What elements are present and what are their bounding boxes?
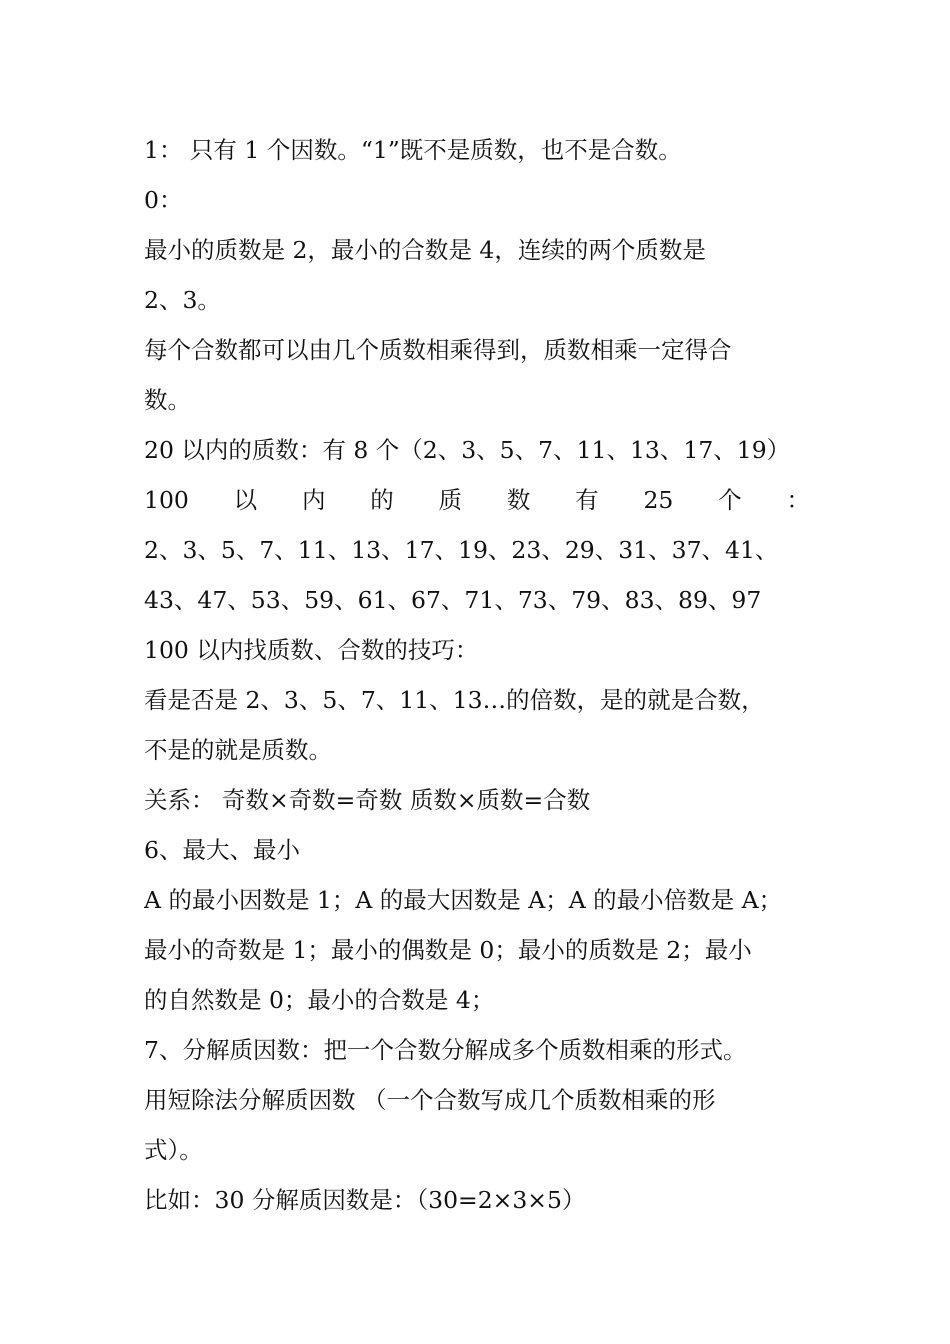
line-22: 比如：30 分解质因数是：（30=2×3×5）: [144, 1186, 586, 1214]
line-20: 用短除法分解质因数 （一个合数写成几个质数相乘的形: [144, 1086, 716, 1114]
line-14: 关系： 奇数×奇数=奇数 质数×质数=合数: [144, 786, 591, 814]
line-12: 看是否是 2、3、5、7、11、13…的倍数，是的就是合数，: [144, 686, 765, 714]
word: 25: [643, 486, 674, 514]
line-21: 式）。: [144, 1136, 203, 1164]
word: 内: [301, 486, 326, 514]
line-10: 43、47、53、59、61、67、71、73、79、83、89、97: [144, 586, 762, 614]
word: 100: [144, 486, 189, 514]
line-19: 7、分解质因数：把一个合数分解成多个质数相乘的形式。: [144, 1036, 747, 1064]
line-9: 2、3、5、7、11、13、17、19、23、29、31、37、41、: [144, 536, 779, 564]
word: 数: [506, 486, 531, 514]
word: 以: [233, 486, 258, 514]
word: 质: [438, 486, 463, 514]
line-2: 0：: [144, 186, 183, 214]
word: ：: [786, 486, 810, 514]
line-7: 20 以内的质数：有 8 个（2、3、5、7、11、13、17、19）: [144, 436, 791, 464]
word: 有: [575, 486, 599, 514]
line-17: 最小的奇数是 1；最小的偶数是 0；最小的质数是 2；最小: [144, 936, 752, 964]
word: 个: [718, 486, 742, 514]
word: 的: [370, 486, 394, 514]
line-15: 6、最大、最小: [144, 836, 300, 864]
line-3: 最小的质数是 2，最小的合数是 4，连续的两个质数是: [144, 236, 706, 264]
line-1: 1： 只有 1 个因数。“1”既不是质数，也不是合数。: [144, 136, 682, 164]
line-4: 2、3。: [144, 286, 221, 314]
line-11: 100 以内找质数、合数的技巧：: [144, 636, 479, 664]
line-6: 数。: [144, 386, 191, 414]
line-18: 的自然数是 0；最小的合数是 4；: [144, 986, 495, 1014]
line-16: A 的最小因数是 1；A 的最大因数是 A；A 的最小倍数是 A；: [144, 886, 783, 914]
line-13: 不是的就是质数。: [144, 736, 332, 764]
line-5: 每个合数都可以由几个质数相乘得到，质数相乘一定得合: [144, 336, 732, 364]
line-8-justified: [144, 485, 810, 515]
